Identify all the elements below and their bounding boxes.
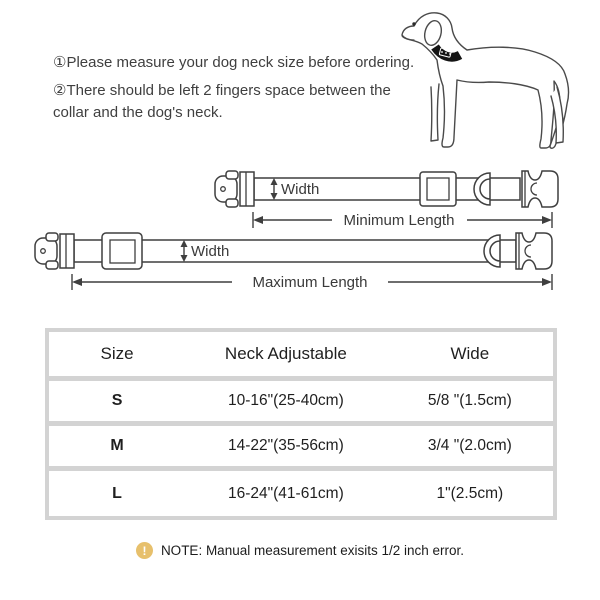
- cell-size-m: M: [110, 437, 124, 454]
- cell-size-s: S: [111, 392, 123, 409]
- measurement-note: [0, 542, 600, 559]
- table-row-m: [49, 426, 553, 466]
- side-release-buckle-female: [215, 171, 254, 207]
- cell-neck-l: 16-24"(41-61cm): [227, 484, 344, 502]
- dog-illustration: [395, 8, 585, 158]
- cell-neck-s: 10-16"(25-40cm): [227, 392, 344, 409]
- side-release-buckle-female: [35, 233, 74, 269]
- collar-diagram-min: [212, 168, 562, 234]
- collar-diagram-max: [32, 230, 560, 298]
- max-length-label: Maximum Length: [252, 274, 368, 291]
- dog-eye: [412, 22, 415, 25]
- cell-wide-m: 3/4 "(2.0cm): [427, 437, 512, 454]
- side-release-buckle-male: [522, 171, 558, 207]
- cell-neck-m: 14-22"(35-56cm): [227, 437, 344, 454]
- table-header-row: [49, 332, 553, 376]
- tri-glide-slider: [102, 233, 142, 269]
- instruction-line-1: ①Please measure your dog neck size before ordering.: [53, 54, 415, 71]
- cell-wide-l: 1"(2.5cm): [436, 484, 504, 502]
- header-wide: Wide: [450, 344, 490, 363]
- dog-far-front-leg: [431, 84, 439, 141]
- min-length-label: Minimum Length: [343, 212, 455, 229]
- cell-size-l: L: [112, 484, 122, 502]
- header-size: Size: [100, 344, 134, 363]
- size-table: [45, 328, 557, 520]
- side-release-buckle-male: [516, 233, 552, 269]
- table-row-s: [49, 381, 553, 421]
- exclamation-icon: !: [136, 542, 153, 559]
- width-label-min: Width: [281, 181, 320, 198]
- cell-wide-s: 5/8 "(1.5cm): [427, 392, 512, 409]
- measuring-instructions: [53, 52, 415, 130]
- header-neck-adjustable: Neck Adjustable: [224, 344, 347, 363]
- width-label-max: Width: [191, 243, 230, 260]
- instruction-line-2: ②There should be left 2 fingers space between the collar and the dog's neck.: [53, 82, 391, 121]
- note-text: NOTE: Manual measurement exisits 1/2 inch error.: [160, 543, 465, 558]
- tri-glide-slider: [420, 172, 456, 206]
- table-row-l: [49, 471, 553, 516]
